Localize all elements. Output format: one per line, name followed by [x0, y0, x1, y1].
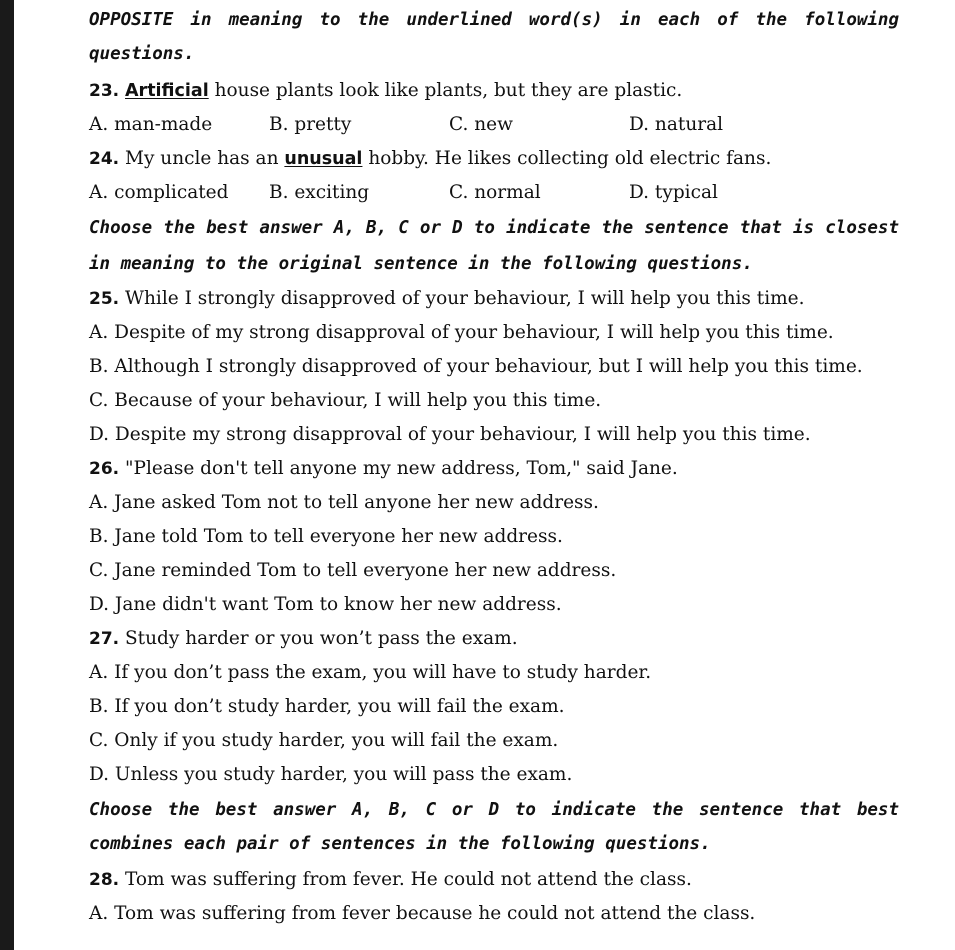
instruction-combine-line2: combines each pair of sentences in the following questions.: [89, 834, 711, 854]
q23-option-b: B. pretty: [269, 114, 352, 135]
q26-option-c: C. Jane reminded Tom to tell everyone her new address.: [89, 560, 617, 581]
underlined-word: unusual: [284, 149, 363, 169]
question-number: 25.: [89, 289, 120, 309]
question-text-before: My uncle has an: [119, 148, 285, 169]
q24-option-b: B. exciting: [269, 182, 370, 203]
question-23: [89, 79, 682, 103]
q24-option-a: A. complicated: [89, 182, 229, 203]
q27-option-c: C. Only if you study harder, you will fail the exam.: [89, 730, 559, 751]
question-27: [89, 627, 518, 651]
question-number: 27.: [89, 629, 120, 649]
question-28: [89, 868, 692, 892]
q26-option-b: B. Jane told Tom to tell everyone her new address.: [89, 526, 563, 547]
instruction-opposite-line1: OPPOSITE in meaning to the underlined word(s) in each of the following: [89, 10, 899, 30]
q23-option-d: D. natural: [629, 114, 724, 135]
question-text: Study harder or you won’t pass the exam.: [119, 628, 518, 649]
question-text: "Please don't tell anyone my new address, Tom," said Jane.: [119, 458, 678, 479]
q24-option-c: C. normal: [449, 182, 541, 203]
q25-option-c: C. Because of your behaviour, I will help you this time.: [89, 390, 602, 411]
question-number: 23.: [89, 81, 120, 101]
instruction-closest-line1: Choose the best answer A, B, C or D to indicate the sentence that is closest: [89, 218, 899, 238]
question-number: 24.: [89, 149, 120, 169]
q26-option-d: D. Jane didn't want Tom to know her new address.: [89, 594, 562, 615]
q26-option-a: A. Jane asked Tom not to tell anyone her new address.: [89, 492, 599, 513]
instruction-combine-line1: Choose the best answer A, B, C or D to indicate the sentence that best: [89, 800, 899, 820]
q23-option-c: C. new: [449, 114, 513, 135]
question-26: [89, 457, 678, 481]
instruction-opposite-line2: questions.: [89, 44, 195, 64]
q24-option-d: D. typical: [629, 182, 718, 203]
q23-option-a: A. man-made: [89, 114, 213, 135]
underlined-word: Artificial: [125, 81, 209, 101]
question-text: While I strongly disapproved of your behaviour, I will help you this time.: [119, 288, 805, 309]
question-number: 26.: [89, 459, 120, 479]
left-page-edge: [0, 0, 14, 950]
q27-option-b: B. If you don’t study harder, you will fail the exam.: [89, 696, 565, 717]
question-25: [89, 287, 805, 311]
q28-option-a: A. Tom was suffering from fever because he could not attend the class.: [89, 903, 756, 924]
question-number: 28.: [89, 870, 120, 890]
question-text-after: hobby. He likes collecting old electric fans.: [362, 148, 772, 169]
q27-option-a: A. If you don’t pass the exam, you will have to study harder.: [89, 662, 652, 683]
question-text: Tom was suffering from fever. He could not attend the class.: [119, 869, 692, 890]
instruction-closest-line2: in meaning to the original sentence in the following questions.: [89, 254, 753, 274]
question-text: house plants look like plants, but they are plastic.: [208, 80, 683, 101]
q25-option-a: A. Despite of my strong disapproval of your behaviour, I will help you this time.: [89, 322, 834, 343]
question-24: [89, 147, 771, 171]
q25-option-d: D. Despite my strong disapproval of your behaviour, I will help you this time.: [89, 424, 811, 445]
q25-option-b: B. Although I strongly disapproved of your behaviour, but I will help you this time.: [89, 356, 863, 377]
q27-option-d: D. Unless you study harder, you will pass the exam.: [89, 764, 573, 785]
